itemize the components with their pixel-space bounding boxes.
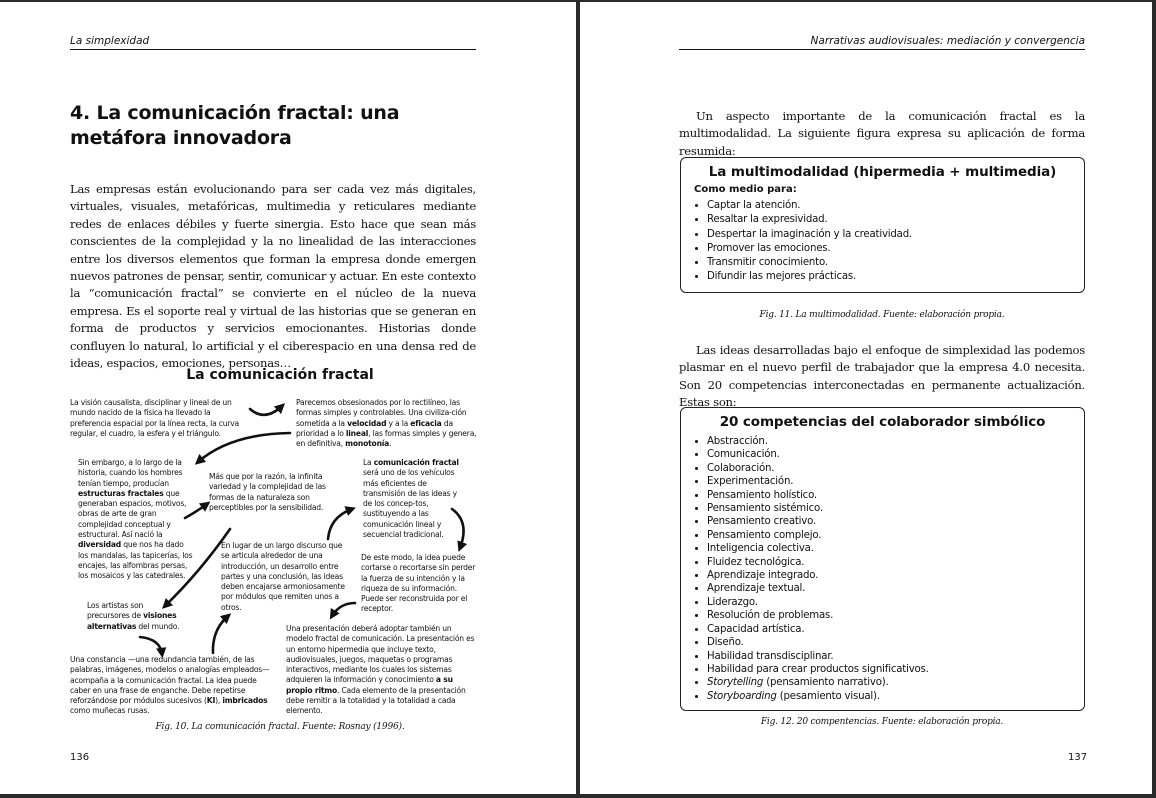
figure-caption: Fig. 10. La comunicación fractal. Fuente: Rosnay (1996). [155, 722, 405, 732]
list-item: • Transmitir conocimiento. [707, 256, 1084, 270]
box-title: 20 competencias del colaborador simbólico [719, 414, 1046, 430]
intro-paragraph: Las empresas están evolucionando para ser cada vez más digitales, virtuales, visuales, metafóricas, multimedia y reticulares mediante redes de enlaces débiles y fuerte sinergia. Esto hace que sean más conscientes de la complejidad y la no linealidad de las interacciones entre los diversos elementos que forman la empresa donde emergen nuevos patrones de pensar, sentir, comunicar y actuar. En este contexto la “comunicación fractal” se convierte en el núcleo de la nueva empresa. Es el soporte real y virtual de las historias que se generan en forma de productos y servicios emocionantes. Historias donde confluyen lo natural, lo artificial y el ciberespacio en una densa red de ideas, espacios, emociones, personas… [70, 182, 476, 371]
list-item: • Resolución de problemas. [707, 609, 1084, 622]
running-head: La simplexidad [70, 35, 150, 47]
list-item: • Comunicación. [707, 448, 1084, 461]
running-head: Narrativas audiovisuales: mediación y convergencia [810, 35, 1085, 47]
list-item: • Resaltar la expresividad. [707, 213, 1084, 227]
paragraph-competencias: Las ideas desarrolladas bajo el enfoque de simplexidad las podemos plasmar en el nuevo perfil de trabajador que la empresa 4.0 necesita. Son 20 competencias interconectadas en permanente actualización. Estas son: [679, 343, 1085, 410]
page-number: 136 [70, 752, 90, 763]
figure-block-mas-que: Más que por la razón, la infinita variedad y la complejidad de las formas de la naturaleza son perceptibles por la sensibilidad. [209, 472, 326, 512]
list-item: • Pensamiento sistémico. [707, 502, 1084, 515]
figure-caption: Fig. 11. La multimodalidad. Fuente: elaboración propia. [759, 310, 1005, 320]
figure-caption: Fig. 12. 20 compentencias. Fuente: elaboración propia. [760, 717, 1004, 727]
list-item: • Captar la atención. [707, 199, 1084, 213]
figure-block-obsesionados: Parecemos obsesionados por lo rectilíneo, las formas simples y controlables. Una civiliza-ción sometida a la velocidad y a la eficacia da prioridad a lo lineal, las formas simples y genera, en definitiva, monotonía. [296, 398, 477, 449]
list-item: • Habilidad para crear productos significativos. [707, 663, 1084, 676]
figure-block-de-este-modo: De este modo, la idea puede cortarse o recortarse sin perder la fuerza de su intención y la riqueza de su información. Puede ser reconstruida por el receptor. [361, 553, 476, 614]
arrow-icon [250, 406, 282, 415]
figure-block-presentacion: Una presentación deberá adoptar también un modelo fractal de comunicación. La presentación es un entorno hipermedia que incluye texto, audiovisuales, juegos, maquetas o programas interactivos, mediante los cuales los sistemas adquieren la información y conocimiento a su propio ritmo. Cada elemento de la presentación debe remitir a la totalidad y la totalidad a cada elemento. [286, 624, 475, 716]
figure-block-sin-embargo: Sin embargo, a lo largo de la historia, cuando los hombres tenían tiempo, producían estructuras fractales que generaban espacios, motivos, obras de arte de gran complejidad conceptual y estructural. Así nació la diversidad que nos ha dado los mandalas, las tapicerías, los encajes, las alfombras persas, los mosaicos y las catedrales. [78, 458, 193, 581]
page-number: 137 [1068, 752, 1088, 763]
figure-block-comunicacion-fractal: La comunicación fractal será uno de los vehículos más eficientes de transmisión de las ideas y de los concep-tos, sustituyendo a las comunicación lineal y secuencial tradicional. [363, 458, 459, 540]
list-item: • Aprendizaje integrado. [707, 569, 1084, 582]
list-item: • Liderazgo. [707, 596, 1084, 609]
list-item: • Fluidez tecnológica. [707, 556, 1084, 569]
multimodalidad-box [680, 157, 1085, 293]
list-item: • Habilidad transdisciplinar. [707, 650, 1084, 663]
list-item: • Difundir las mejores prácticas. [707, 270, 1084, 284]
arrow-icon [328, 509, 352, 539]
header-rule [679, 49, 1085, 50]
list-item: • Diseño. [707, 636, 1084, 649]
figure-block-artistas: Los artistas son precursores de visiones alternativas del mundo. [87, 601, 180, 631]
chapter-title: 4. La comunicación fractal: una metáfora innovadora [70, 102, 400, 149]
figure-block-vision: La visión causalista, disciplinar y lineal de un mundo nacido de la física ha llevado la preferencia espacial por la línea recta, la curva regular, el cuadro, la esfera y el triángulo. [70, 398, 239, 438]
list-item: • Despertar la imaginación y la creatividad. [707, 228, 1084, 242]
left-page [0, 2, 576, 794]
arrow-icon [140, 637, 162, 654]
box-title: La multimodalidad (hipermedia + multimedia) [708, 164, 1057, 180]
list-item: • Aprendizaje textual. [707, 582, 1084, 595]
competencias-box [680, 407, 1085, 711]
arrow-icon [213, 616, 228, 653]
list-item: • Colaboración. [707, 462, 1084, 475]
paragraph-multimodalidad: Un aspecto importante de la comunicación fractal es la multimodalidad. La siguiente figura expresa su aplicación de forma resumida: [679, 109, 1085, 158]
header-rule [70, 49, 476, 50]
list-item: • Abstracción. [707, 435, 1084, 448]
list-item: • Experimentación. [707, 475, 1084, 488]
list-item: • Capacidad artística. [707, 623, 1084, 636]
list-item: • Inteligencia colectiva. [707, 542, 1084, 555]
figure-block-constancia: Una constancia —una redundancia también, de las palabras, imágenes, modelos o analogías empleados— acompaña a la comunicación fractal. La idea puede caber en una frase de enganche. Debe repetirse reforzándose por módulos sucesivos (KI), imbricados como muñecas rusas. [70, 655, 270, 716]
list-item: • Storyboarding (pesamiento visual). [707, 690, 1084, 703]
figure-title: La comunicación fractal [186, 367, 374, 383]
list-item: • Promover las emociones. [707, 242, 1084, 256]
list-item: • Pensamiento complejo. [707, 529, 1084, 542]
competencias-list [681, 435, 1084, 703]
list-item: • Pensamiento holístico. [707, 489, 1084, 502]
right-page [580, 2, 1152, 794]
figure-block-en-lugar: En lugar de un largo discurso que se articula alrededor de una introducción, un desarrollo entre partes y una conclusión, las ideas deben encajarse armoniosamente por módulos que remiten unos a otros. [221, 541, 345, 612]
multimodalidad-list [681, 199, 1084, 285]
list-item: • Storytelling (pensamiento narrativo). [707, 676, 1084, 689]
box-subtitle: Como medio para: [694, 184, 797, 195]
list-item: • Pensamiento creativo. [707, 515, 1084, 528]
